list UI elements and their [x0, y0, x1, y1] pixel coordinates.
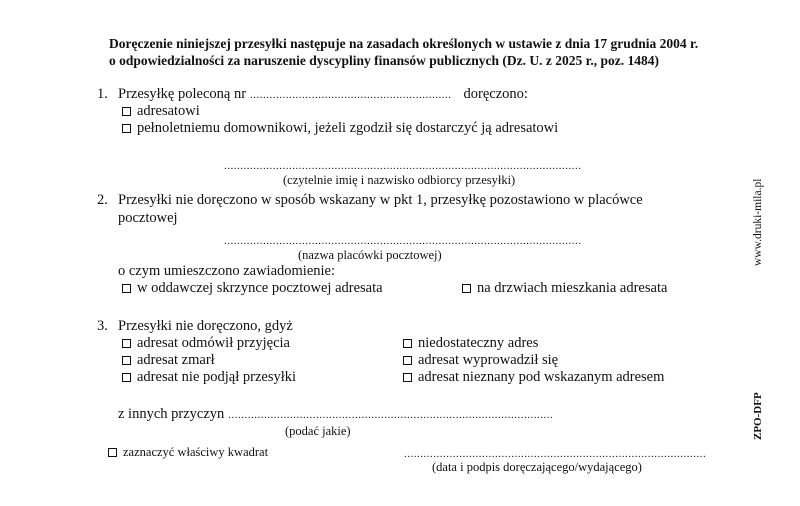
section1-option-1-label: adresatowi	[137, 103, 200, 119]
section3-other-caption: (podać jakie)	[285, 424, 351, 438]
section2-notice-option-2-label: na drzwiach mieszkania adresata	[477, 280, 668, 296]
section1-option-1	[122, 102, 200, 120]
section2-line-1: Przesyłki nie doręczono w sposób wskazany w pkt 1, przesyłkę pozostawiono w placówce	[118, 192, 643, 208]
section3-right-option-2	[403, 351, 558, 369]
checkbox-nie-podjal[interactable]	[122, 373, 131, 382]
footer-sign-caption: (data i podpis doręczającego/wydającego)	[432, 460, 642, 474]
section2-line-2: pocztowej	[118, 210, 178, 226]
section2-notice-option-1	[122, 279, 383, 297]
footer-sign-dots: .............................................................................................	[404, 448, 707, 460]
section3-right-option-1	[403, 334, 538, 352]
checkbox-skrzynka[interactable]	[122, 284, 131, 293]
section1-sign-dots: ..............................................................................................................	[224, 160, 582, 172]
section1-option-2	[122, 119, 558, 137]
section3-right-option-2-label: adresat wyprowadził się	[418, 352, 559, 368]
section2-notice-label: o czym umieszczono zawiadomienie:	[118, 263, 336, 279]
header-line-2: o odpowiedzialności za naruszenie dyscypliny finansów publicznych (Dz. U. z 2025 r., poz. 1484)	[109, 53, 660, 68]
section1-sign-caption: (czytelnie imię i nazwisko odbiorcy przesyłki)	[283, 173, 516, 187]
section3-left-option-3	[122, 368, 296, 386]
section2-notice-option-2	[462, 279, 667, 297]
side-website: www.druki-mila.pl	[752, 178, 764, 266]
checkbox-niedostateczny[interactable]	[403, 339, 412, 348]
section2-number: 2.	[97, 192, 108, 208]
checkbox-nieznany[interactable]	[403, 373, 412, 382]
section1-option-2-label: pełnoletniemu domownikowi, jeżeli zgodził się dostarczyć ją adresatowi	[137, 120, 559, 136]
section1-number: 1.	[97, 86, 108, 102]
section2-notice-option-1-label: w oddawczej skrzynce pocztowej adresata	[137, 280, 383, 296]
header-line-1: Doręczenie niniejszej przesyłki następuje na zasadach określonych w ustawie z dnia 17 grudnia 2004 r.	[109, 36, 699, 51]
section3-other-label: z innych przyczyn	[118, 406, 225, 422]
checkbox-domownik[interactable]	[122, 124, 131, 133]
section2-place-dots: ..............................................................................................................	[224, 235, 582, 247]
section1-text-after: doręczono:	[463, 86, 528, 102]
checkbox-drzwi[interactable]	[462, 284, 471, 293]
section3-left-option-1-label: adresat odmówił przyjęcia	[137, 335, 290, 351]
section3-left-option-2-label: adresat zmarł	[137, 352, 215, 368]
footer-checkbox-note	[108, 445, 268, 460]
section3-left-option-2	[122, 351, 215, 369]
section3-left-option-1	[122, 334, 290, 352]
section3-right-option-3-label: adresat nieznany pod wskazanym adresem	[418, 369, 665, 385]
section1-text-before: Przesyłkę poleconą nr	[118, 86, 247, 102]
section3-number: 3.	[97, 318, 108, 334]
checkbox-odmowil[interactable]	[122, 339, 131, 348]
section3-title: Przesyłki nie doręczono, gdyż	[118, 318, 293, 334]
checkbox-zmarl[interactable]	[122, 356, 131, 365]
side-form-code: ZPO-DFP	[752, 392, 764, 440]
footer-checkbox-note-label: zaznaczyć właściwy kwadrat	[123, 445, 269, 459]
legend-checkbox	[108, 448, 117, 457]
section3-right-option-1-label: niedostateczny adres	[418, 335, 539, 351]
section3-other-dots: ....................................................................................................	[228, 409, 554, 421]
section2-place-caption: (nazwa placówki pocztowej)	[298, 248, 442, 262]
section3-other	[118, 405, 553, 424]
checkbox-adresatowi[interactable]	[122, 107, 131, 116]
checkbox-wyprowadzil[interactable]	[403, 356, 412, 365]
section3-right-option-3	[403, 368, 664, 386]
section3-left-option-3-label: adresat nie podjął przesyłki	[137, 369, 297, 385]
section1-number-dots: ..............................................................	[250, 89, 452, 101]
